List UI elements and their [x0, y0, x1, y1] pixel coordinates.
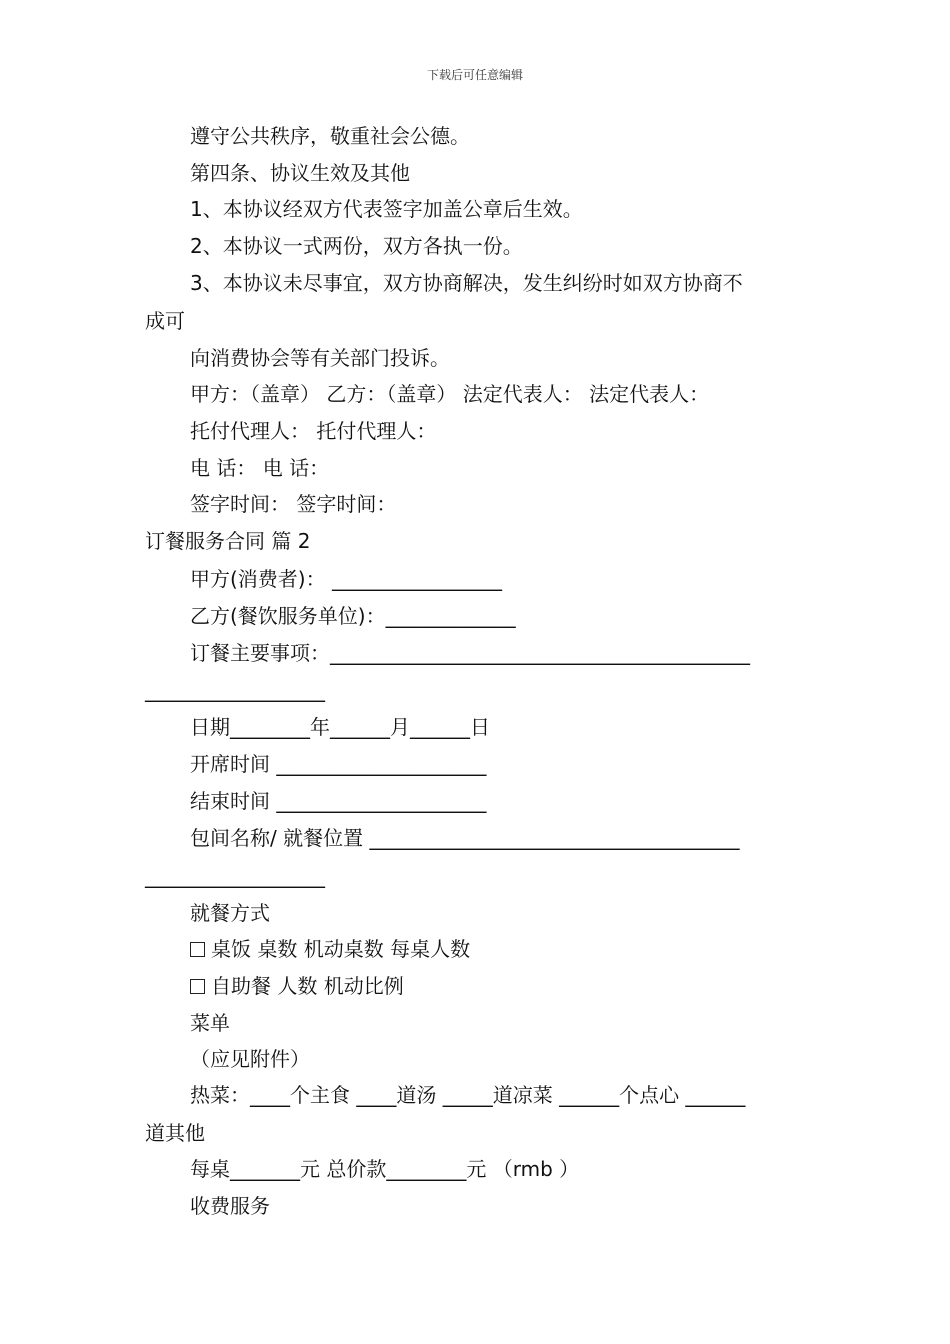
dishes-field: 热菜：____个主食 ____道汤 _____道凉菜 ______个点心 ______	[190, 1083, 746, 1107]
clause-3: 3、本协议未尽事宜，双方协商解决，发生纠纷时如双方协商不	[190, 271, 743, 295]
date-field: 日期________年______月______日	[190, 715, 490, 739]
text-line: 遵守公共秩序，敬重社会公德。	[190, 124, 470, 148]
signature-parties: 甲方：（盖章） 乙方：（盖章） 法定代表人： 法定代表人：	[190, 382, 710, 406]
party-b-field: 乙方(餐饮服务单位)：_____________	[190, 604, 516, 628]
option-table-meal	[190, 936, 855, 962]
contract-title: 订餐服务合同 篇 2	[145, 529, 311, 553]
page-header-note: 下载后可任意编辑	[426, 68, 523, 82]
dishes-continued: 道其他	[145, 1121, 205, 1145]
agents-line: 托付代理人： 托付代理人：	[190, 419, 437, 443]
text-line: 向消费协会等有关部门投诉。	[190, 346, 450, 370]
blank-line: __________________	[145, 678, 325, 702]
price-field: 每桌_______元 总价款________元 （rmb ）	[190, 1157, 580, 1181]
option-label: 桌饭 桌数 机动桌数 每桌人数	[211, 937, 471, 961]
checkbox-icon	[190, 942, 205, 957]
order-items-field: 订餐主要事项：__________________________________________	[190, 641, 750, 665]
sign-time-line: 签字时间： 签字时间：	[190, 492, 397, 516]
clause-2: 2、本协议一式两份，双方各执一份。	[190, 234, 523, 258]
option-buffet	[190, 973, 855, 999]
room-name-field: 包间名称/ 就餐位置 _____________________________________	[190, 826, 740, 850]
clause-3-continued: 成可	[145, 309, 185, 333]
section-heading: 第四条、协议生效及其他	[190, 161, 410, 185]
party-a-field: 甲方(消费者)： _________________	[190, 567, 502, 591]
menu-heading: 菜单	[190, 1011, 230, 1035]
menu-note: （应见附件）	[190, 1047, 310, 1071]
option-label: 自助餐 人数 机动比例	[211, 974, 404, 998]
end-time-field: 结束时间 _____________________	[190, 789, 487, 813]
blank-line: __________________	[145, 864, 325, 888]
clause-1: 1、本协议经双方代表签字加盖公章后生效。	[190, 197, 583, 221]
charge-service-heading: 收费服务	[190, 1194, 270, 1218]
checkbox-icon	[190, 979, 205, 994]
phone-line: 电 话： 电 话：	[190, 456, 330, 480]
start-time-field: 开席时间 _____________________	[190, 752, 487, 776]
dining-method-heading: 就餐方式	[190, 901, 270, 925]
